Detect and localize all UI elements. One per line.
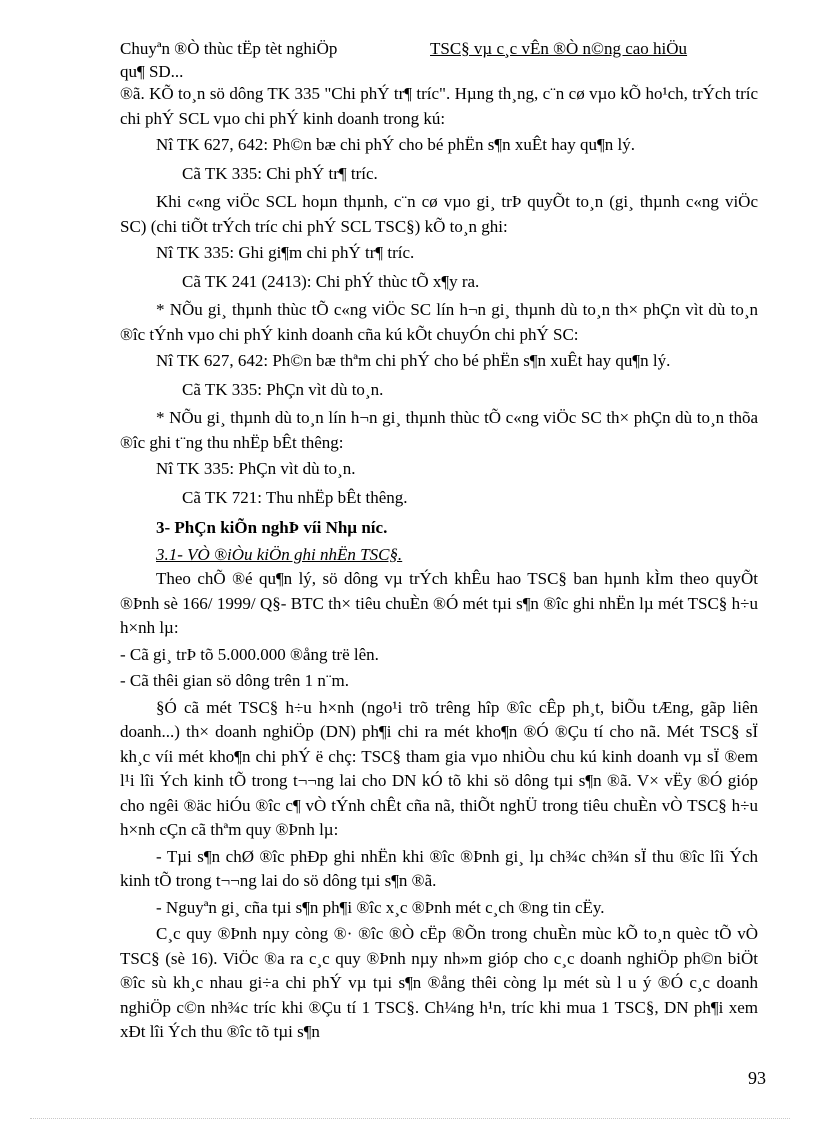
- body-text: [120, 82, 758, 1047]
- subsection-heading: 3.1- VÒ ®iÒu kiÖn ghi nhËn TSC§.: [156, 544, 403, 564]
- journal-debit: Nî TK 627, 642: Ph©n bæ thªm chi phÝ cho bé phËn s¶n xuÊt hay qu¶n lý.: [156, 351, 671, 370]
- criteria-item: - Cã thêi gian sö dông trên 1 n¨m.: [120, 671, 349, 690]
- paragraph: * NÕu gi¸ thµnh thùc tÕ c«ng viÖc SC lín h¬n gi¸ thµnh dù to¸n th× phÇn vìt dù to¸n ®îc tÝnh vµo chi phÝ kinh doanh cña kú kÕt chuyÓn chi phÝ SC:: [120, 300, 758, 344]
- journal-credit: Cã TK 335: Chi phÝ tr¶ tríc.: [182, 163, 378, 183]
- journal-credit: Cã TK 335: PhÇn vìt dù to¸n.: [182, 379, 384, 399]
- section-heading: 3- PhÇn kiÕn nghÞ víi Nhµ níc.: [156, 518, 388, 537]
- journal-credit: Cã TK 721: Thu nhËp bÊt thêng.: [182, 487, 408, 507]
- header-left: Chuyªn ®Ò thùc tËp tèt nghiÖp: [120, 39, 338, 58]
- header-right: TSC§ vµ c¸c vÊn ®Ò n©ng cao hiÖu: [430, 39, 688, 58]
- journal-debit: Nî TK 335: Ghi gi¶m chi phÝ tr¶ tríc.: [156, 243, 415, 262]
- page-number: 93: [748, 1068, 766, 1088]
- journal-debit: Nî TK 335: PhÇn vìt dù to¸n.: [156, 459, 356, 478]
- page-bottom-divider: [30, 1118, 790, 1119]
- paragraph: * NÕu gi¸ thµnh dù to¸n lín h¬n gi¸ thµnh thùc tÕ c«ng viÖc SC th× phÇn dù to¸n thõa ®îc ghi t¨ng thu nhËp bÊt thêng:: [120, 408, 758, 452]
- header-continuation: qu¶ SD...: [120, 62, 184, 81]
- paragraph: C¸c quy ®Þnh nµy còng ®· ®îc ®Ò cËp ®Õn trong chuÈn mùc kÕ to¸n quèc tÕ vÒ TSC§ (sè 16). ViÖc ®a ra c¸c quy ®Þnh nµy nh»m gióp cho c¸c doanh nghiÖp ph©n biÖt ®îc sù kh¸c nhau gi÷a chi phÝ vµ tµi s¶n ®ång thêi còng lµ mét sù l u ý ®Ó c¸c doanh nghiÖp c©n nh¾c tríc khi ®Çu tí 1 TSC§. Ch¼ng h¹n, tríc khi mua 1 TSC§, DN ph¶i xem xÐt lîi Ých thu ®îc tõ tµi s¶n: [120, 924, 758, 1041]
- running-header: [120, 38, 750, 60]
- paragraph: Khi c«ng viÖc SCL hoµn thµnh, c¨n cø vµo gi¸ trÞ quyÕt to¸n (gi¸ thµnh c«ng viÖc SC) (chi tiÕt trÝch tríc chi phÝ SCL TSC§) kÕ to¸n ghi:: [120, 192, 758, 236]
- paragraph: ®ã. KÕ to¸n sö dông TK 335 "Chi phÝ tr¶ tríc". Hµng th¸ng, c¨n cø vµo kÕ ho¹ch, trÝch tríc chi phÝ SCL vµo chi phÝ kinh doanh trong kú:: [120, 84, 758, 128]
- criteria-item: - Tµi s¶n chØ ®îc phÐp ghi nhËn khi ®îc ®Þnh gi¸ lµ ch¾c ch¾n sÏ thu ®îc lîi Ých kinh tÕ trong t¬¬ng lai do sö dông tµi s¶n ®ã.: [120, 846, 758, 890]
- journal-debit: Nî TK 627, 642: Ph©n bæ chi phÝ cho bé phËn s¶n xuÊt hay qu¶n lý.: [156, 135, 635, 154]
- criteria-item: - Cã gi¸ trÞ tõ 5.000.000 ®ång trë lên.: [120, 644, 379, 664]
- journal-credit: Cã TK 241 (2413): Chi phÝ thùc tÕ x¶y ra.: [182, 271, 480, 291]
- criteria-item: - Nguyªn gi¸ cña tµi s¶n ph¶i ®îc x¸c ®Þnh mét c¸ch ®ng tin cËy.: [156, 897, 605, 917]
- paragraph: Theo chÕ ®é qu¶n lý, sö dông vµ trÝch khÊu hao TSC§ ban hµnh kÌm theo quyÕt ®Þnh sè 166/ 1999/ Q§- BTC th× tiêu chuÈn ®Ó mét tµi s¶n ®îc ghi nhËn lµ mét TSC§ h÷u h×nh lµ:: [120, 569, 758, 637]
- paragraph: §Ó cã mét TSC§ h÷u h×nh (ngo¹i trõ trêng hîp ®îc cÊp ph¸t, biÕu tÆng, gãp liên doanh...) th× doanh nghiÖp (DN) ph¶i chi ra mét kho¶n ®Ó ®Çu tí cho nã. Mét TSC§ sÏ kh¸c víi mét kho¶n chi phÝ ë chç: TSC§ tham gia vµo nhiÒu chu kú kinh doanh vµ sÏ ®em l¹i lîi Ých kinh tÕ trong t¬¬ng lai cho DN kÓ tõ khi sö dông tµi s¶n ®ã. V× vËy ®Ó gióp cho ngêi ®äc hiÓu ®îc c¶ vÒ tÝnh chÊt cña nã, thiÕt nghÜ trong tiêu chuÈn vÒ TSC§ h÷u h×nh cÇn cã thªm quy ®Þnh lµ:: [120, 697, 758, 839]
